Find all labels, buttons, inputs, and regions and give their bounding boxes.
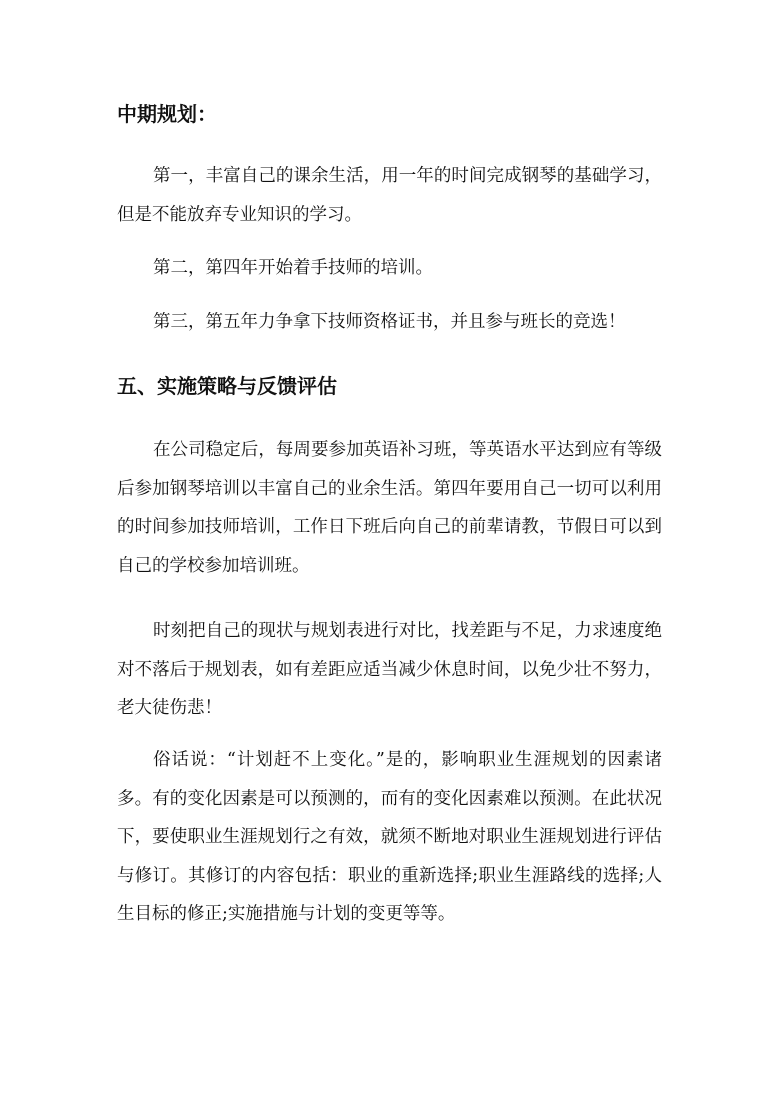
mid-term-item-3: 第三，第五年力争拿下技师资格证书，并且参与班长的竞选！	[153, 312, 626, 332]
mid-term-plan-heading: 中期规划：	[117, 102, 217, 126]
mid-term-item-1: 第一，丰富自己的课余生活，用一年的时间完成钢琴的基础学习，但是不能放弃专业知识的学习。	[117, 166, 662, 225]
strategy-paragraph-1: 在公司稳定后，每周要参加英语补习班，等英语水平达到应有等级后参加钢琴培训以丰富自己的业余生活。第四年要用自己一切可以利用的时间参加技师培训，工作日下班后向自己的前辈请教，节假日可以到自己的学校参加培训班。	[117, 440, 662, 576]
mid-term-item-2: 第二，第四年开始着手技师的培训。	[153, 258, 433, 278]
strategy-paragraph-3: 俗话说：“计划赶不上变化。”是的，影响职业生涯规划的因素诸多。有的变化因素是可以预测的，而有的变化因素难以预测。在此状况下，要使职业生涯规划行之有效，就须不断地对职业生涯规划进行评估与修订。其修订的内容包括：职业的重新选择;职业生涯路线的选择;人生目标的修正;实施措施与计划的变更等等。	[117, 750, 662, 924]
strategy-paragraph-2: 时刻把自己的现状与规划表进行对比，找差距与不足，力求速度绝对不落后于规划表，如有差距应适当减少休息时间，以免少壮不努力，老大徒伤悲！	[117, 621, 662, 718]
section-five-heading: 五、实施策略与反馈评估	[117, 374, 337, 398]
